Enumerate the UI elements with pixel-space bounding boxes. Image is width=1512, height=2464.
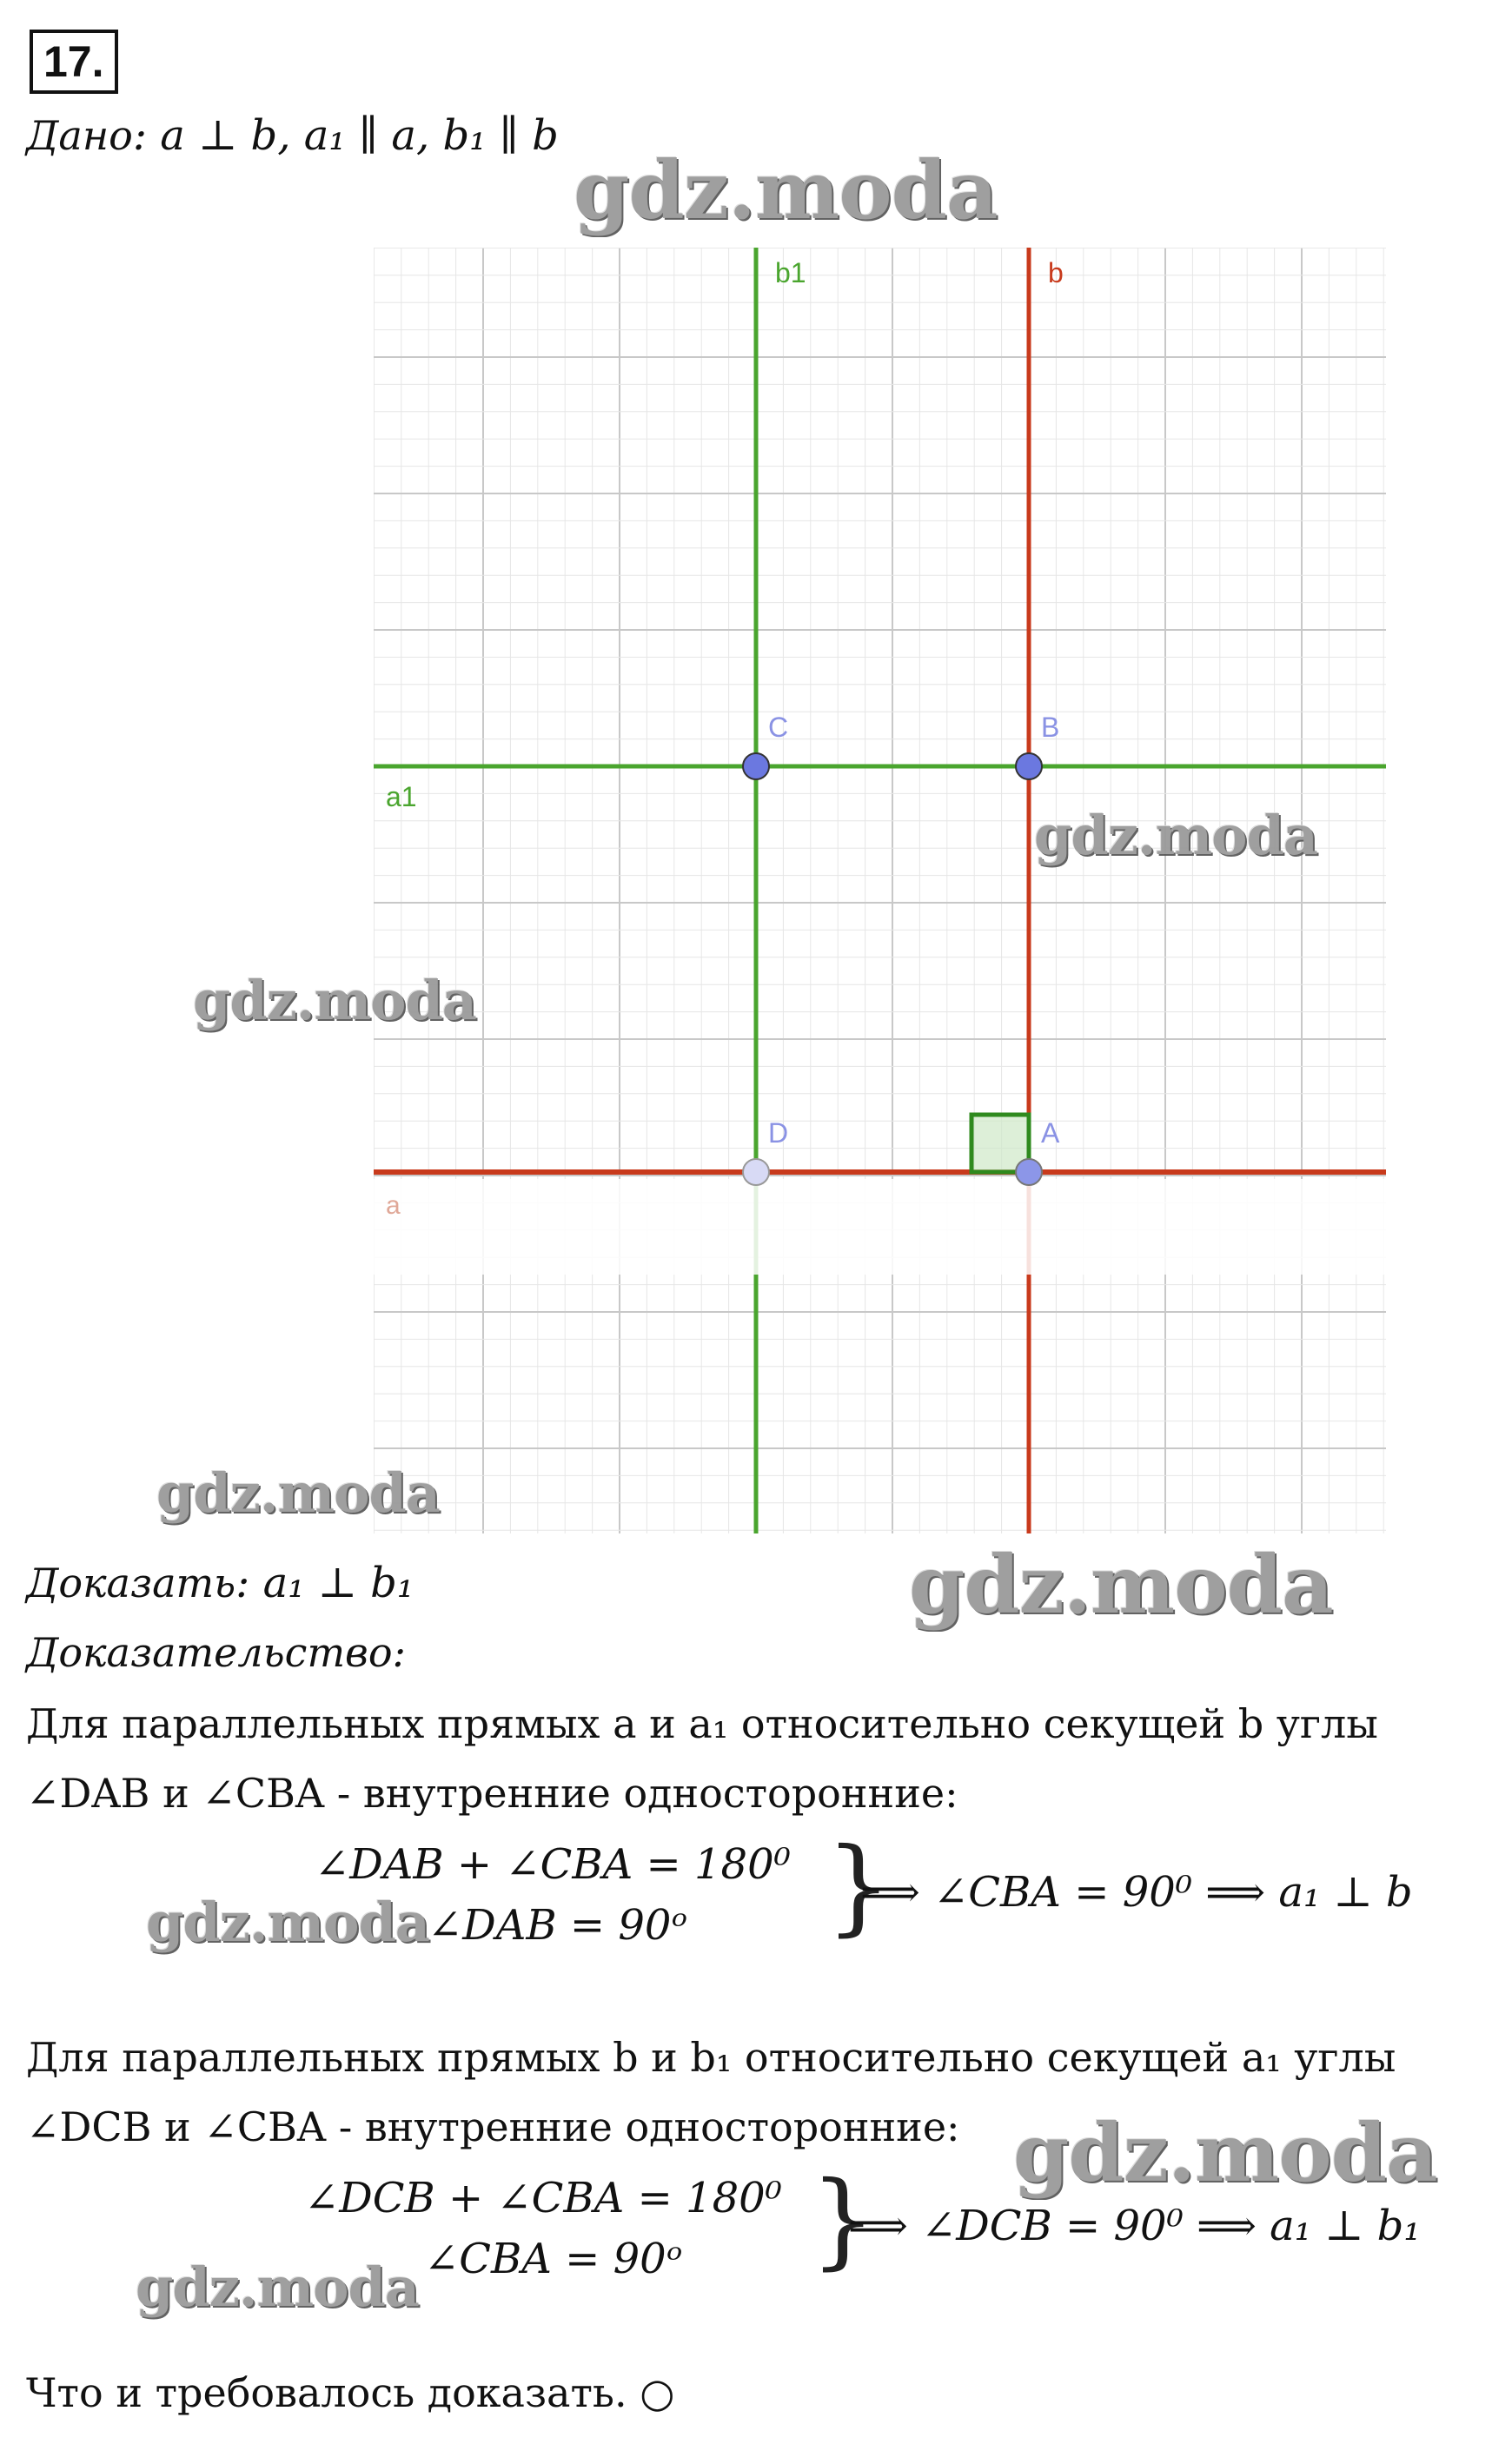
prove-line [26,1559,414,1607]
given-line [26,111,559,160]
label-a: a [386,1191,401,1220]
label-b1: b1 [775,257,806,288]
watermark: gdz.moda [574,143,998,237]
prove-label: Доказать [26,1560,236,1606]
watermark: gdz.moda [136,2255,419,2319]
proof-label: Доказательство: [26,1629,407,1676]
watermark: gdz.moda [1013,2106,1437,2200]
label-point-B: B [1041,712,1060,743]
para2-line2: ∠DCB и ∠CBA - внутренние односторонние: [26,2103,960,2150]
para1-line1: Для параллельных прямых a и a₁ относительно секущей b углы [26,1700,1378,1747]
watermark: gdz.moda [1034,804,1317,867]
given-statement: : a ⊥ b, a₁ ∥ a, b₁ ∥ b [132,111,559,160]
para2-eq1: ∠DCB + ∠CBA = 180⁰ [304,2174,782,2222]
faded-band [374,1179,1386,1275]
point-C [743,753,769,779]
problem-number: 17. [30,30,118,94]
para2-brace: } [810,2160,877,2281]
label-point-C: C [768,712,789,743]
point-B [1016,753,1042,779]
given-label: Дано [26,112,133,159]
label-a1: a1 [386,781,417,812]
grid [374,248,1386,1533]
para1-eq2: ∠DAB = 90ᵒ [428,1901,687,1950]
point-A [1016,1159,1042,1185]
para1-line2: ∠DAB и ∠CBA - внутренние односторонние: [26,1770,958,1817]
conclusion: Что и требовалось доказать. ○ [26,2369,675,2416]
point-D [743,1159,769,1185]
watermark: gdz.moda [156,1461,440,1525]
para2-line1: Для параллельных прямых b и b₁ относительно секущей a₁ углы [26,2034,1396,2081]
watermark: gdz.moda [146,1891,429,1954]
watermark: gdz.moda [909,1538,1333,1632]
para1-eq1: ∠DAB + ∠CBA = 180⁰ [315,1840,791,1889]
para1-brace: } [826,1826,892,1947]
para2-result: ⟹ ∠DCB = 90⁰ ⟹ a₁ ⊥ b₁ [848,2202,1421,2250]
para2-eq2: ∠CBA = 90ᵒ [424,2235,683,2283]
label-point-D: D [768,1117,789,1149]
prove-statement: : a₁ ⊥ b₁ [235,1559,414,1607]
label-point-A: A [1041,1117,1060,1149]
para1-result: ⟹ ∠CBA = 90⁰ ⟹ a₁ ⊥ b [860,1868,1413,1917]
geometry-figure [374,248,1386,1533]
watermark: gdz.moda [193,969,476,1032]
label-b: b [1048,257,1064,288]
